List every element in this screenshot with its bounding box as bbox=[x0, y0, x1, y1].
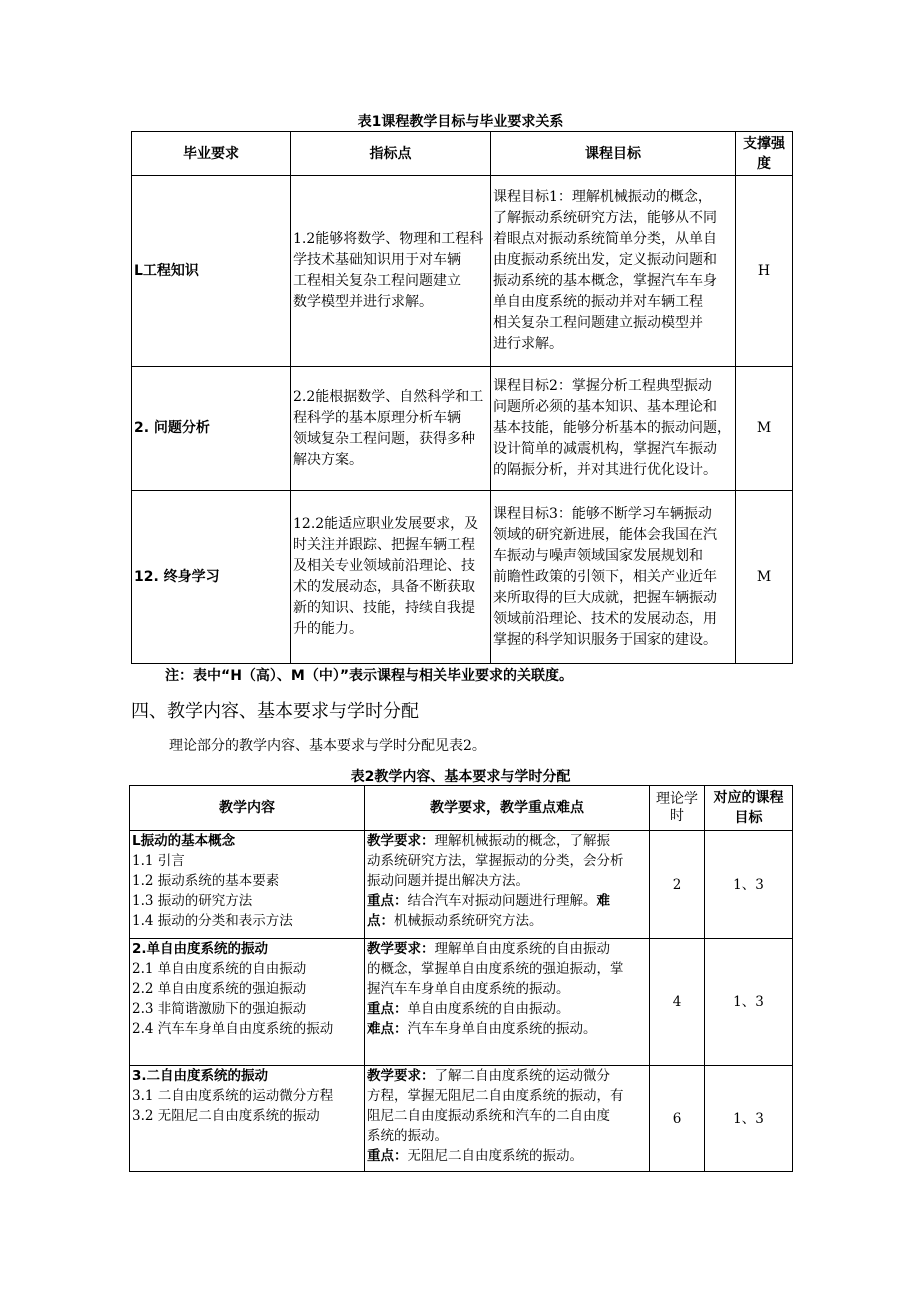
requirement-cell: 2. 问题分析 bbox=[132, 367, 291, 491]
goal-line: 了解振动系统研究方法，能够从不同 bbox=[493, 210, 717, 226]
key-label: 重点： bbox=[367, 1001, 408, 1017]
requirement-cell: 12. 终身学习 bbox=[132, 491, 291, 664]
goal-line: 问题所必须的基本知识、基本理论和 bbox=[493, 399, 717, 415]
section-paragraph: 理论部分的教学内容、基本要求与学时分配见表2。 bbox=[169, 738, 486, 754]
content-item: 2.1 单自由度系统的自由振动 bbox=[132, 961, 307, 977]
content-item: 1.4 振动的分类和表示方法 bbox=[132, 913, 293, 929]
indicator-line: 及相关专业领域前沿理论、技 bbox=[293, 558, 475, 574]
req-text: 方程，掌握无阻尼二自由度系统的振动，有 bbox=[367, 1088, 624, 1104]
requirements-cell bbox=[365, 1066, 650, 1172]
diff-text: 机械振动系统研究方法。 bbox=[394, 913, 543, 929]
goal-line: 单自由度系统的振动并对车辆工程 bbox=[493, 294, 703, 310]
goal-line: 由度振动系统出发，定义振动问题和 bbox=[493, 252, 717, 268]
content-item: 3.2 无阻尼二自由度系统的振动 bbox=[132, 1108, 320, 1124]
goal-line: 振动系统的基本概念，掌握汽车车身 bbox=[493, 273, 717, 289]
req-label: 教学要求： bbox=[367, 1068, 435, 1084]
goal-line: 领域的研究新进展，能体会我国在汽 bbox=[493, 526, 717, 543]
content-title: 3.二自由度系统的振动 bbox=[132, 1068, 269, 1084]
content-item: 2.3 非简谐激励下的强迫振动 bbox=[132, 1001, 307, 1017]
diff-label: 难点： bbox=[367, 1021, 408, 1037]
table1-header-goal: 课程目标 bbox=[491, 132, 736, 176]
goal-line: 领域前沿理论、技术的发展动态，用 bbox=[493, 610, 717, 627]
strength-cell: M bbox=[736, 491, 793, 664]
indicator-line: 数学模型并进行求解。 bbox=[293, 294, 433, 310]
goal-cell bbox=[491, 367, 736, 491]
hours-cell: 2 bbox=[650, 831, 705, 939]
table2-header-requirements: 教学要求，教学重点难点 bbox=[365, 786, 650, 831]
table1-header-strength: 支撑强度 bbox=[736, 132, 793, 176]
requirement-cell: L工程知识 bbox=[132, 176, 291, 367]
content-cell bbox=[130, 1066, 365, 1172]
key-text: 无阻尼二自由度系统的振动。 bbox=[407, 1148, 583, 1164]
indicator-line: 升的能力。 bbox=[293, 621, 363, 637]
indicator-line: 1.2能够将数学、物理和工程科 bbox=[293, 231, 484, 247]
goal-line: 设计简单的减震机构，掌握汽车振动 bbox=[493, 441, 717, 457]
content-cell bbox=[130, 831, 365, 939]
table-row bbox=[132, 491, 793, 664]
goal-line: 课程目标3：能够不断学习车辆振动 bbox=[493, 505, 712, 522]
goal-line: 基本技能，能够分析基本的振动问题， bbox=[493, 420, 731, 436]
key-label: 重点： bbox=[367, 893, 408, 909]
requirements-cell bbox=[365, 831, 650, 939]
goal-line: 课程目标1：理解机械振动的概念， bbox=[493, 189, 712, 205]
table-row bbox=[130, 1066, 793, 1172]
req-text: 阻尼二自由度振动系统和汽车的二自由度 bbox=[367, 1108, 610, 1124]
hours-cell: 4 bbox=[650, 939, 705, 1066]
table-row bbox=[132, 367, 793, 491]
indicator-line: 12.2能适应职业发展要求，及 bbox=[293, 516, 479, 532]
goal-line: 着眼点对振动系统简单分类，从单自 bbox=[493, 231, 717, 247]
table1 bbox=[131, 131, 793, 664]
key-label: 重点： bbox=[367, 1148, 408, 1164]
goal-cell bbox=[491, 491, 736, 664]
goal-line: 进行求解。 bbox=[493, 336, 563, 352]
table2-header-goals: 对应的课程目标 bbox=[705, 786, 793, 831]
indicator-line: 领域复杂工程问题，获得多种 bbox=[293, 430, 475, 447]
indicator-line: 2.2能根据数学、自然科学和工 bbox=[293, 388, 484, 405]
indicator-line: 新的知识、技能，持续自我提 bbox=[293, 600, 475, 616]
goal-cell bbox=[491, 176, 736, 367]
strength-cell: M bbox=[736, 367, 793, 491]
key-text: 结合汽车对振动问题进行理解。 bbox=[407, 893, 597, 909]
goal-line: 的隔振分析，并对其进行优化设计。 bbox=[493, 462, 717, 478]
table1-caption: 表1课程教学目标与毕业要求关系 bbox=[357, 114, 564, 130]
goals-cell: 1、3 bbox=[705, 831, 793, 939]
indicator-line: 学技术基础知识用于对车辆 bbox=[293, 252, 461, 268]
goal-line: 车振动与噪声领域国家发展规划和 bbox=[493, 547, 703, 564]
content-item: 2.2 单自由度系统的强迫振动 bbox=[132, 981, 307, 997]
indicator-cell bbox=[291, 176, 491, 367]
indicator-line: 程科学的基本原理分析车辆 bbox=[293, 409, 461, 426]
table2 bbox=[129, 785, 793, 1172]
diff-text: 汽车车身单自由度系统的振动。 bbox=[407, 1021, 597, 1037]
indicator-cell bbox=[291, 491, 491, 664]
indicator-line: 解决方案。 bbox=[293, 451, 363, 468]
content-title: L振动的基本概念 bbox=[132, 833, 236, 849]
table1-header-requirement: 毕业要求 bbox=[132, 132, 291, 176]
req-text: 理解机械振动的概念，了解振 bbox=[434, 833, 610, 849]
content-title: 2.单自由度系统的振动 bbox=[132, 941, 269, 957]
req-text: 握汽车车身单自由度系统的振动。 bbox=[367, 981, 570, 997]
req-text: 的概念，掌握单自由度系统的强迫振动，掌 bbox=[367, 961, 624, 977]
req-label: 教学要求： bbox=[367, 941, 435, 957]
goals-cell: 1、3 bbox=[705, 1066, 793, 1172]
content-item: 1.2 振动系统的基本要素 bbox=[132, 873, 280, 889]
goal-line: 掌握的科学知识服务于国家的建设。 bbox=[493, 631, 717, 648]
goal-line: 相关复杂工程问题建立振动模型并 bbox=[493, 315, 703, 331]
section-heading: 四、教学内容、基本要求与学时分配 bbox=[131, 701, 419, 722]
table2-caption: 表2教学内容、基本要求与学时分配 bbox=[350, 769, 571, 785]
diff-label: 难 bbox=[596, 893, 610, 909]
content-cell bbox=[130, 939, 365, 1066]
indicator-line: 时关注并跟踪、把握车辆工程 bbox=[293, 537, 475, 553]
indicator-cell bbox=[291, 367, 491, 491]
table-row bbox=[130, 939, 793, 1066]
table1-note: 注：表中“H（高）、M（中）”表示课程与相关毕业要求的关联度。 bbox=[165, 668, 574, 684]
content-item: 1.3 振动的研究方法 bbox=[132, 893, 253, 909]
key-text: 单自由度系统的自由振动。 bbox=[407, 1001, 570, 1017]
goals-cell: 1、3 bbox=[705, 939, 793, 1066]
strength-cell: H bbox=[736, 176, 793, 367]
req-label: 教学要求： bbox=[367, 833, 435, 849]
indicator-line: 工程相关复杂工程问题建立 bbox=[293, 273, 461, 289]
goal-line: 课程目标2：掌握分析工程典型振动 bbox=[493, 378, 712, 394]
goal-line: 前瞻性政策的引领下，相关产业近年 bbox=[493, 568, 717, 585]
table-row bbox=[130, 831, 793, 939]
content-item: 2.4 汽车车身单自由度系统的振动 bbox=[132, 1021, 334, 1037]
table1-header-indicator: 指标点 bbox=[291, 132, 491, 176]
table2-header-hours: 理论学时 bbox=[650, 786, 705, 831]
content-item: 3.1 二自由度系统的运动微分方程 bbox=[132, 1088, 334, 1104]
table2-header-content: 教学内容 bbox=[130, 786, 365, 831]
req-text: 理解单自由度系统的自由振动 bbox=[434, 941, 610, 957]
hours-cell: 6 bbox=[650, 1066, 705, 1172]
req-text: 振动问题并提出解决方法。 bbox=[367, 873, 529, 889]
table-row bbox=[132, 176, 793, 367]
req-text: 了解二自由度系统的运动微分 bbox=[434, 1068, 610, 1084]
req-text: 动系统研究方法，掌握振动的分类，会分析 bbox=[367, 853, 624, 869]
goal-line: 来所取得的巨大成就，把握车辆振动 bbox=[493, 589, 717, 606]
diff-label: 点： bbox=[367, 913, 394, 929]
indicator-line: 术的发展动态，具备不断获取 bbox=[293, 579, 475, 595]
content-item: 1.1 引言 bbox=[132, 853, 185, 869]
req-text: 系统的振动。 bbox=[367, 1128, 448, 1144]
requirements-cell bbox=[365, 939, 650, 1066]
